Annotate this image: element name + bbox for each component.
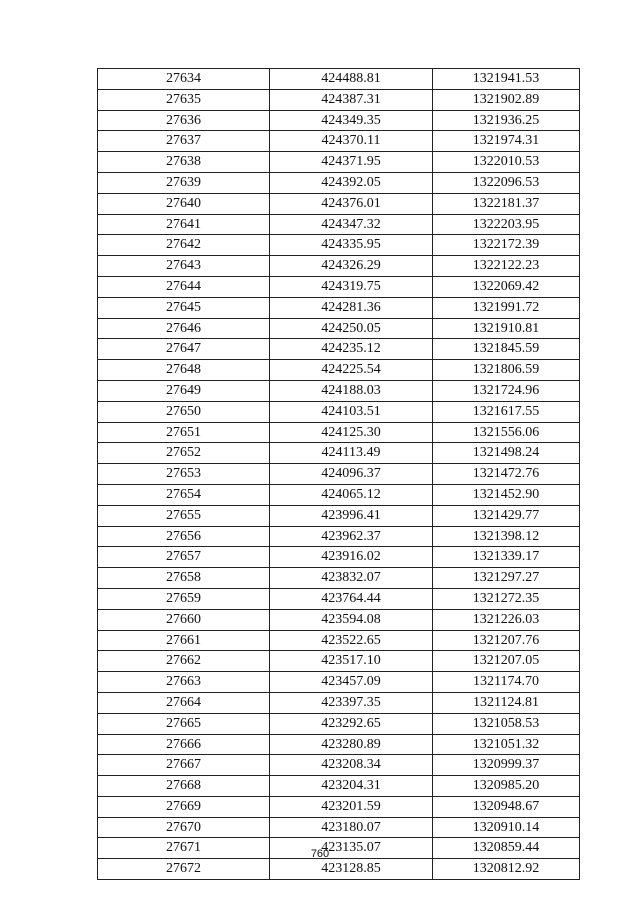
x-coordinate-cell: 423201.59: [270, 796, 433, 817]
table-row: [98, 568, 580, 589]
point-id-cell: 27646: [98, 318, 270, 339]
table-row: [98, 276, 580, 297]
x-coordinate-cell: 424188.03: [270, 380, 433, 401]
table-row: [98, 297, 580, 318]
table-row: [98, 713, 580, 734]
y-coordinate-cell: 1321991.72: [433, 297, 580, 318]
table-row: [98, 131, 580, 152]
x-coordinate-cell: 424387.31: [270, 89, 433, 110]
x-coordinate-cell: 423996.41: [270, 505, 433, 526]
x-coordinate-cell: 423594.08: [270, 609, 433, 630]
x-coordinate-cell: 424335.95: [270, 235, 433, 256]
y-coordinate-cell: 1322069.42: [433, 276, 580, 297]
y-coordinate-cell: 1321617.55: [433, 401, 580, 422]
point-id-cell: 27669: [98, 796, 270, 817]
table-row: [98, 214, 580, 235]
point-id-cell: 27637: [98, 131, 270, 152]
x-coordinate-cell: 424392.05: [270, 172, 433, 193]
x-coordinate-cell: 424065.12: [270, 484, 433, 505]
y-coordinate-cell: 1320985.20: [433, 776, 580, 797]
point-id-cell: 27661: [98, 630, 270, 651]
point-id-cell: 27648: [98, 360, 270, 381]
table-row: [98, 89, 580, 110]
table-row: [98, 339, 580, 360]
table-row: [98, 110, 580, 131]
table-row: [98, 422, 580, 443]
x-coordinate-cell: 423457.09: [270, 672, 433, 693]
table-row: [98, 526, 580, 547]
x-coordinate-cell: 423832.07: [270, 568, 433, 589]
point-id-cell: 27652: [98, 443, 270, 464]
x-coordinate-cell: 423180.07: [270, 817, 433, 838]
y-coordinate-cell: 1321429.77: [433, 505, 580, 526]
x-coordinate-cell: 424096.37: [270, 464, 433, 485]
point-id-cell: 27635: [98, 89, 270, 110]
y-coordinate-cell: 1321974.31: [433, 131, 580, 152]
point-id-cell: 27644: [98, 276, 270, 297]
point-id-cell: 27672: [98, 859, 270, 880]
table-row: [98, 692, 580, 713]
x-coordinate-cell: 423292.65: [270, 713, 433, 734]
table-row: [98, 464, 580, 485]
y-coordinate-cell: 1321452.90: [433, 484, 580, 505]
y-coordinate-cell: 1322203.95: [433, 214, 580, 235]
x-coordinate-cell: 423280.89: [270, 734, 433, 755]
x-coordinate-cell: 423522.65: [270, 630, 433, 651]
point-id-cell: 27641: [98, 214, 270, 235]
point-id-cell: 27643: [98, 256, 270, 277]
x-coordinate-cell: 423128.85: [270, 859, 433, 880]
y-coordinate-cell: 1321124.81: [433, 692, 580, 713]
table-row: [98, 630, 580, 651]
point-id-cell: 27653: [98, 464, 270, 485]
y-coordinate-cell: 1321207.05: [433, 651, 580, 672]
point-id-cell: 27658: [98, 568, 270, 589]
y-coordinate-cell: 1321398.12: [433, 526, 580, 547]
x-coordinate-cell: 424103.51: [270, 401, 433, 422]
x-coordinate-cell: 423208.34: [270, 755, 433, 776]
table-row: [98, 547, 580, 568]
y-coordinate-cell: 1322122.23: [433, 256, 580, 277]
x-coordinate-cell: 424125.30: [270, 422, 433, 443]
page-number: 760: [310, 848, 330, 860]
y-coordinate-cell: 1322172.39: [433, 235, 580, 256]
point-id-cell: 27640: [98, 193, 270, 214]
table-row: [98, 672, 580, 693]
table-row: [98, 609, 580, 630]
point-id-cell: 27645: [98, 297, 270, 318]
x-coordinate-cell: 423397.35: [270, 692, 433, 713]
y-coordinate-cell: 1321174.70: [433, 672, 580, 693]
point-id-cell: 27662: [98, 651, 270, 672]
point-id-cell: 27666: [98, 734, 270, 755]
x-coordinate-cell: 424113.49: [270, 443, 433, 464]
point-id-cell: 27671: [98, 838, 270, 859]
y-coordinate-cell: 1321472.76: [433, 464, 580, 485]
y-coordinate-cell: 1321051.32: [433, 734, 580, 755]
point-id-cell: 27639: [98, 172, 270, 193]
point-id-cell: 27670: [98, 817, 270, 838]
point-id-cell: 27660: [98, 609, 270, 630]
y-coordinate-cell: 1321724.96: [433, 380, 580, 401]
x-coordinate-cell: 424376.01: [270, 193, 433, 214]
point-id-cell: 27651: [98, 422, 270, 443]
y-coordinate-cell: 1320859.44: [433, 838, 580, 859]
table-row: [98, 318, 580, 339]
table-row: [98, 380, 580, 401]
x-coordinate-cell: 424319.75: [270, 276, 433, 297]
point-id-cell: 27655: [98, 505, 270, 526]
point-id-cell: 27638: [98, 152, 270, 173]
y-coordinate-cell: 1321058.53: [433, 713, 580, 734]
point-id-cell: 27657: [98, 547, 270, 568]
point-id-cell: 27668: [98, 776, 270, 797]
point-id-cell: 27636: [98, 110, 270, 131]
table-row: [98, 484, 580, 505]
x-coordinate-cell: 424347.32: [270, 214, 433, 235]
point-id-cell: 27664: [98, 692, 270, 713]
table-row: [98, 172, 580, 193]
table-row: [98, 588, 580, 609]
point-id-cell: 27667: [98, 755, 270, 776]
y-coordinate-cell: 1321936.25: [433, 110, 580, 131]
table-row: [98, 755, 580, 776]
x-coordinate-cell: 423204.31: [270, 776, 433, 797]
x-coordinate-cell: 424326.29: [270, 256, 433, 277]
point-id-cell: 27663: [98, 672, 270, 693]
point-id-cell: 27654: [98, 484, 270, 505]
y-coordinate-cell: 1321339.17: [433, 547, 580, 568]
point-id-cell: 27634: [98, 69, 270, 90]
x-coordinate-cell: 424371.95: [270, 152, 433, 173]
table-row: [98, 443, 580, 464]
point-id-cell: 27656: [98, 526, 270, 547]
point-id-cell: 27642: [98, 235, 270, 256]
table-row: [98, 193, 580, 214]
y-coordinate-cell: 1320948.67: [433, 796, 580, 817]
y-coordinate-cell: 1322010.53: [433, 152, 580, 173]
x-coordinate-cell: 423135.07: [270, 838, 433, 859]
y-coordinate-cell: 1321806.59: [433, 360, 580, 381]
y-coordinate-cell: 1322181.37: [433, 193, 580, 214]
point-id-cell: 27665: [98, 713, 270, 734]
x-coordinate-cell: 424488.81: [270, 69, 433, 90]
y-coordinate-cell: 1321556.06: [433, 422, 580, 443]
table-row: [98, 505, 580, 526]
y-coordinate-cell: 1320812.92: [433, 859, 580, 880]
x-coordinate-cell: 424235.12: [270, 339, 433, 360]
y-coordinate-cell: 1321272.35: [433, 588, 580, 609]
x-coordinate-cell: 424349.35: [270, 110, 433, 131]
x-coordinate-cell: 424250.05: [270, 318, 433, 339]
y-coordinate-cell: 1321941.53: [433, 69, 580, 90]
x-coordinate-cell: 423517.10: [270, 651, 433, 672]
x-coordinate-cell: 423962.37: [270, 526, 433, 547]
table-row: [98, 401, 580, 422]
y-coordinate-cell: 1321498.24: [433, 443, 580, 464]
point-id-cell: 27650: [98, 401, 270, 422]
table-row: [98, 796, 580, 817]
x-coordinate-cell: 423916.02: [270, 547, 433, 568]
x-coordinate-cell: 424225.54: [270, 360, 433, 381]
y-coordinate-cell: 1321297.27: [433, 568, 580, 589]
table-row: [98, 69, 580, 90]
x-coordinate-cell: 424281.36: [270, 297, 433, 318]
y-coordinate-cell: 1321845.59: [433, 339, 580, 360]
y-coordinate-cell: 1320999.37: [433, 755, 580, 776]
table-row: [98, 817, 580, 838]
coordinate-table: [97, 68, 580, 880]
y-coordinate-cell: 1321902.89: [433, 89, 580, 110]
point-id-cell: 27647: [98, 339, 270, 360]
table-row: [98, 859, 580, 880]
table-row: [98, 152, 580, 173]
point-id-cell: 27659: [98, 588, 270, 609]
table-row: [98, 235, 580, 256]
x-coordinate-cell: 424370.11: [270, 131, 433, 152]
y-coordinate-cell: 1320910.14: [433, 817, 580, 838]
y-coordinate-cell: 1321226.03: [433, 609, 580, 630]
y-coordinate-cell: 1321207.76: [433, 630, 580, 651]
y-coordinate-cell: 1322096.53: [433, 172, 580, 193]
table-row: [98, 651, 580, 672]
point-id-cell: 27649: [98, 380, 270, 401]
x-coordinate-cell: 423764.44: [270, 588, 433, 609]
table-row: [98, 734, 580, 755]
table-row: [98, 776, 580, 797]
table-row: [98, 256, 580, 277]
table-row: [98, 360, 580, 381]
y-coordinate-cell: 1321910.81: [433, 318, 580, 339]
table-body: [98, 69, 580, 880]
